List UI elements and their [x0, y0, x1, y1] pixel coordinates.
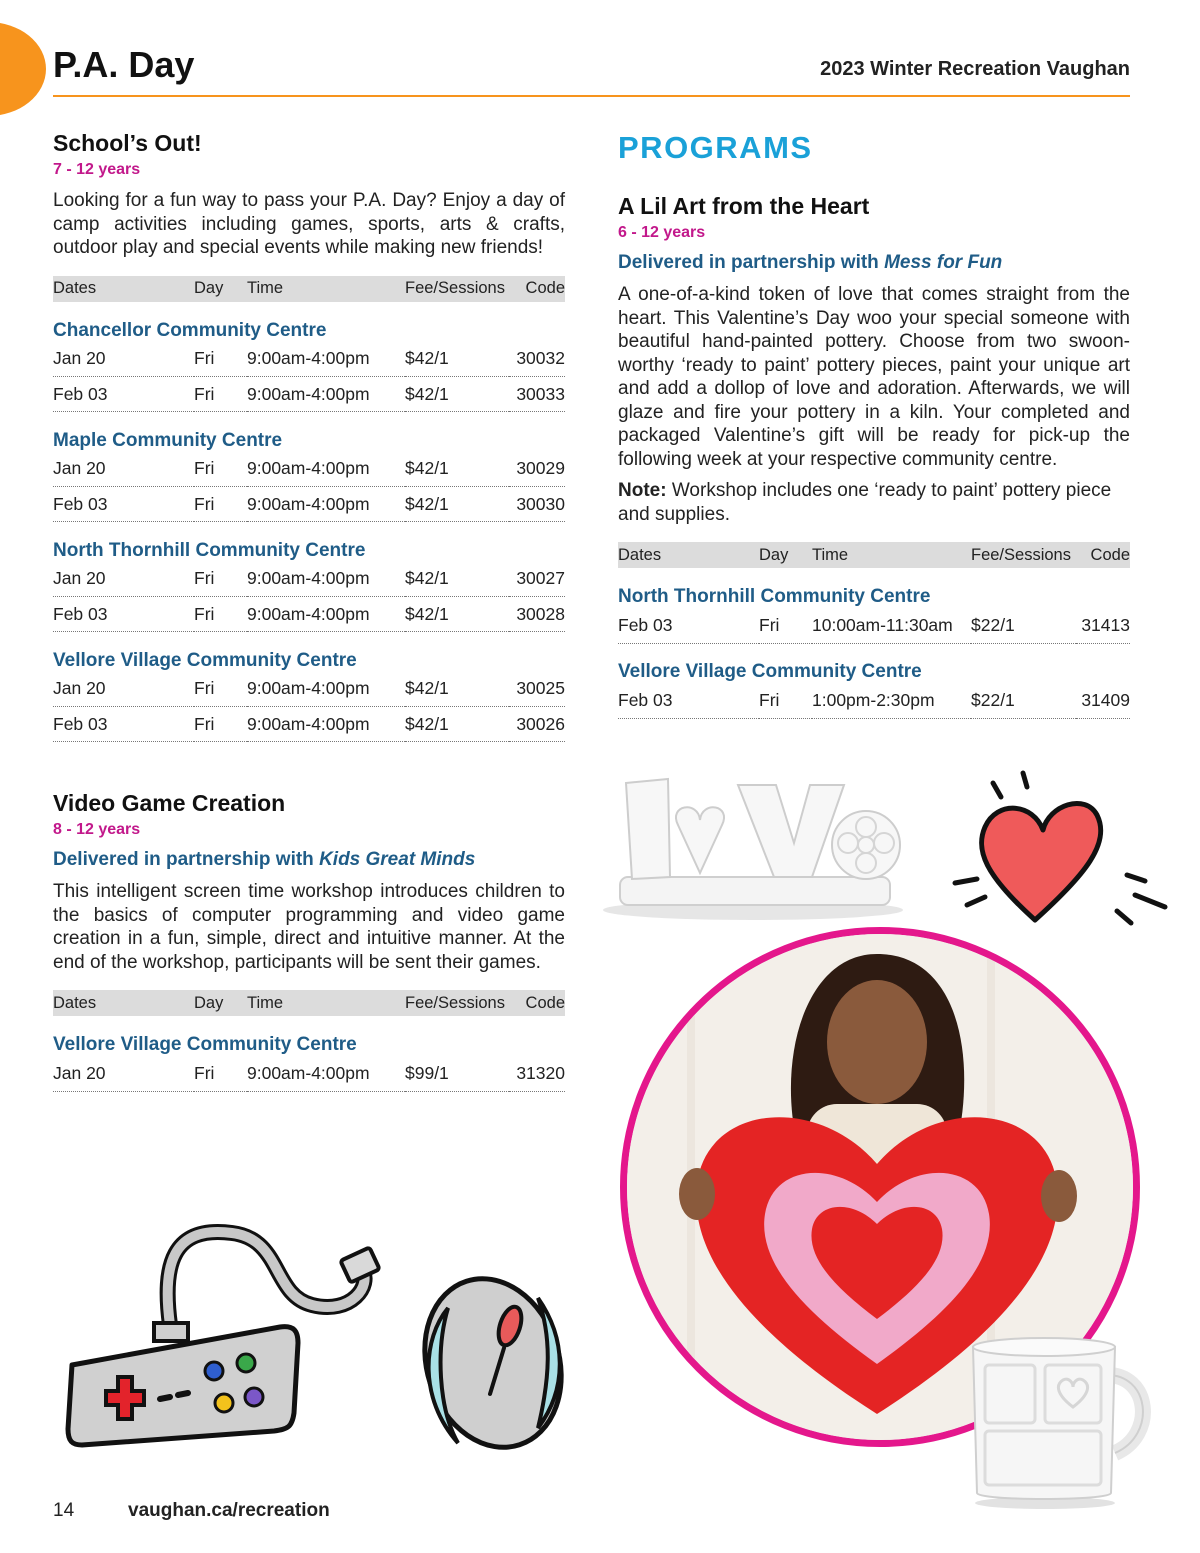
page-title: P.A. Day [53, 44, 195, 85]
right-column [618, 128, 1130, 719]
cell-date: Feb 03 [53, 377, 194, 412]
programs-heading: PROGRAMS [618, 130, 813, 165]
table-row [618, 608, 1130, 643]
schedule-table [53, 990, 565, 1092]
cell-fee: $42/1 [405, 487, 509, 522]
cell-date: Feb 03 [53, 597, 194, 632]
col-time: Time [812, 542, 971, 568]
partner-line [53, 848, 565, 872]
table-row [53, 672, 565, 707]
cell-date: Jan 20 [53, 1056, 194, 1091]
table-header-row [53, 276, 565, 302]
location-name: Vellore Village Community Centre [618, 661, 922, 682]
cell-time: 9:00am-4:00pm [247, 707, 405, 742]
col-day: Day [194, 276, 247, 302]
cell-time: 9:00am-4:00pm [247, 452, 405, 487]
cell-time: 9:00am-4:00pm [247, 342, 405, 377]
cell-fee: $42/1 [405, 452, 509, 487]
cell-fee: $42/1 [405, 597, 509, 632]
col-dates: Dates [53, 276, 194, 302]
cell-code: 30032 [509, 342, 565, 377]
col-time: Time [247, 276, 405, 302]
cell-time: 9:00am-4:00pm [247, 562, 405, 597]
love-sign-pottery [598, 765, 918, 925]
cell-code: 30025 [509, 672, 565, 707]
cell-code: 30030 [509, 487, 565, 522]
left-column [53, 128, 565, 1092]
cell-fee: $22/1 [971, 683, 1076, 718]
schools-out-section [53, 128, 565, 742]
cell-fee: $42/1 [405, 707, 509, 742]
heart-doodle-icon [945, 765, 1175, 935]
table-row [53, 1056, 565, 1091]
location-row [53, 412, 565, 452]
partner-prefix: Delivered in partnership with [618, 252, 885, 273]
program-description: A one-of-a-kind token of love that comes straight from the heart. This Valentine’s Day woo your special someone with beautiful hand-painted pottery. Choose from two swoon-worthy ‘ready to paint’ pottery pieces, paint your unique art and add a dollop of love and adoration. Afterwards, we will glaze and fire your pottery in a kiln. Your completed and packaged Valentine’s gift will be ready for pick-up the following week at your respective community centre. [618, 284, 1130, 470]
cell-day: Fri [194, 562, 247, 597]
cell-code: 31320 [509, 1056, 565, 1091]
cell-day: Fri [759, 608, 812, 643]
location-name: North Thornhill Community Centre [618, 586, 931, 607]
location-name: Chancellor Community Centre [53, 319, 327, 341]
age-range: 6 - 12 years [618, 224, 706, 241]
cell-time: 9:00am-4:00pm [247, 672, 405, 707]
location-row [53, 522, 565, 562]
table-row [53, 487, 565, 522]
cell-day: Fri [194, 672, 247, 707]
partner-name: Kids Great Minds [319, 849, 476, 870]
table-row [53, 342, 565, 377]
age-range: 8 - 12 years [53, 821, 141, 838]
cell-date: Feb 03 [53, 707, 194, 742]
location-name: Maple Community Centre [53, 429, 283, 451]
header-divider [53, 95, 1130, 97]
cell-time: 9:00am-4:00pm [247, 377, 405, 412]
location-row [53, 1016, 565, 1056]
partner-line [618, 251, 1130, 275]
col-dates: Dates [53, 990, 194, 1016]
age-range: 7 - 12 years [53, 161, 141, 178]
table-row [618, 683, 1130, 718]
location-row [618, 568, 1130, 608]
program-title: School’s Out! [53, 130, 202, 156]
cell-day: Fri [194, 377, 247, 412]
lil-art-section [618, 191, 1130, 719]
cell-fee: $22/1 [971, 608, 1076, 643]
col-day: Day [759, 542, 812, 568]
cell-date: Jan 20 [53, 672, 194, 707]
cell-code: 30033 [509, 377, 565, 412]
partner-name: Mess for Fun [884, 252, 1003, 273]
footer-url[interactable]: vaughan.ca/recreation [128, 1500, 330, 1521]
location-row [53, 632, 565, 672]
page-tab-marker [0, 22, 46, 116]
table-header-row [53, 990, 565, 1016]
partner-prefix: Delivered in partnership with [53, 849, 320, 870]
game-controller-icon [62, 1215, 407, 1450]
location-name: North Thornhill Community Centre [53, 539, 366, 561]
note-text: Workshop includes one ‘ready to paint’ pottery piece and supplies. [618, 480, 1112, 525]
col-code: Code [1076, 542, 1130, 568]
col-day: Day [194, 990, 247, 1016]
cell-day: Fri [194, 452, 247, 487]
col-code: Code [509, 276, 565, 302]
cell-code: 30026 [509, 707, 565, 742]
cell-time: 9:00am-4:00pm [247, 1056, 405, 1091]
cell-code: 30028 [509, 597, 565, 632]
col-fee: Fee/Sessions [405, 990, 509, 1016]
publication-title: 2023 Winter Recreation Vaughan [820, 58, 1130, 80]
cell-time: 9:00am-4:00pm [247, 487, 405, 522]
cell-time: 1:00pm-2:30pm [812, 683, 971, 718]
cell-date: Feb 03 [618, 608, 759, 643]
cell-code: 30029 [509, 452, 565, 487]
table-header-row [618, 542, 1130, 568]
cell-day: Fri [194, 1056, 247, 1091]
cell-date: Jan 20 [53, 562, 194, 597]
cell-fee: $42/1 [405, 672, 509, 707]
cell-date: Feb 03 [53, 487, 194, 522]
col-time: Time [247, 990, 405, 1016]
page-number: 14 [53, 1500, 75, 1521]
table-row [53, 377, 565, 412]
program-description: Looking for a fun way to pass your P.A. Day? Enjoy a day of camp activities including games, sports, arts & crafts, outdoor play and special events while making new friends! [53, 190, 565, 258]
location-name: Vellore Village Community Centre [53, 649, 357, 671]
program-title: A Lil Art from the Heart [618, 193, 870, 219]
col-dates: Dates [618, 542, 759, 568]
cell-fee: $42/1 [405, 342, 509, 377]
cell-day: Fri [194, 597, 247, 632]
computer-mouse-icon [418, 1268, 568, 1458]
col-fee: Fee/Sessions [405, 276, 509, 302]
cell-time: 9:00am-4:00pm [247, 597, 405, 632]
location-name: Vellore Village Community Centre [53, 1034, 357, 1055]
cell-fee: $42/1 [405, 562, 509, 597]
program-title: Video Game Creation [53, 790, 286, 816]
cell-code: 30027 [509, 562, 565, 597]
cell-day: Fri [194, 707, 247, 742]
note-label: Note: [618, 480, 667, 501]
table-row [53, 597, 565, 632]
cell-day: Fri [194, 342, 247, 377]
cell-code: 31409 [1076, 683, 1130, 718]
cell-fee: $99/1 [405, 1056, 509, 1091]
i-heart-you-mug [965, 1335, 1160, 1510]
schedule-table [53, 276, 565, 743]
cell-day: Fri [194, 487, 247, 522]
location-row [53, 302, 565, 342]
cell-date: Jan 20 [53, 452, 194, 487]
cell-fee: $42/1 [405, 377, 509, 412]
cell-date: Feb 03 [618, 683, 759, 718]
video-game-section [53, 788, 565, 1092]
program-description: This intelligent screen time workshop introduces children to the basics of computer programming and video game creation in a fun, simple, direct and intuitive manner. At the end of the workshop, participants will be sent their games. [53, 881, 565, 973]
col-fee: Fee/Sessions [971, 542, 1076, 568]
schedule-table [618, 542, 1130, 719]
table-row [53, 452, 565, 487]
program-note [618, 479, 1130, 526]
table-row [53, 562, 565, 597]
location-row [618, 643, 1130, 683]
cell-day: Fri [759, 683, 812, 718]
cell-time: 10:00am-11:30am [812, 608, 971, 643]
table-row [53, 707, 565, 742]
cell-date: Jan 20 [53, 342, 194, 377]
cell-code: 31413 [1076, 608, 1130, 643]
col-code: Code [509, 990, 565, 1016]
